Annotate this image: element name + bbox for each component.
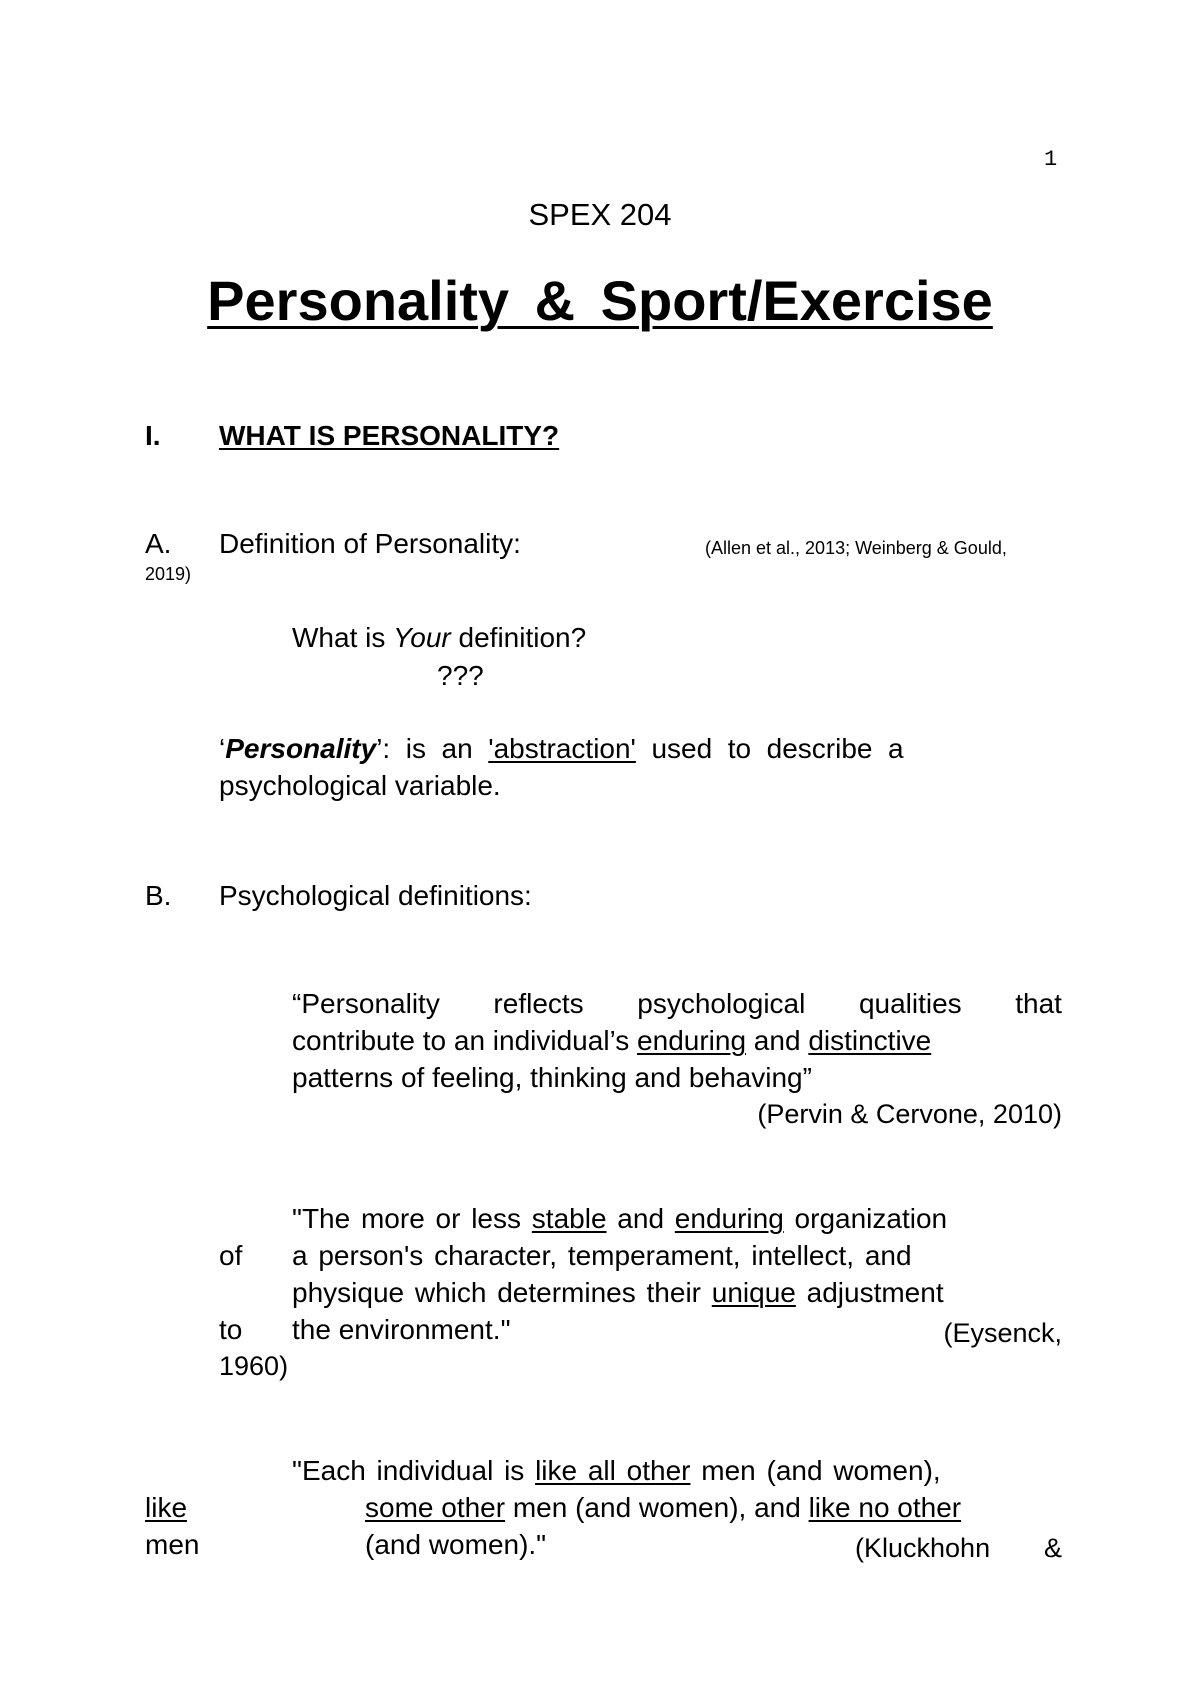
quote2-line2-lead: of (219, 1240, 243, 1271)
personality-term: Personality (225, 733, 377, 764)
course-code: SPEX 204 (528, 197, 672, 232)
quote2-citation-year: 1960) (219, 1351, 289, 1381)
quote2-citation: (Eysenck, (943, 1318, 1062, 1348)
quote3-line2: some other men (and women), and like no other (365, 1492, 962, 1523)
page-title (0, 268, 1200, 333)
quote2-line1: "The more or less stable and enduring organization (292, 1203, 948, 1234)
personality-definition-line1: ‘Personality’: is an 'abstraction' used to describe a (219, 733, 904, 764)
section-1-heading: WHAT IS PERSONALITY? (219, 420, 560, 451)
section-b-heading: Psychological definitions: (219, 880, 532, 911)
abstraction-term: 'abstraction' (488, 733, 636, 764)
your-definition-question: What is Your definition? (292, 622, 587, 653)
quote2-line4-lead: to (219, 1314, 243, 1345)
personality-definition-line2: psychological variable. (219, 770, 501, 801)
quote1-line1: “Personality reflects psychological qualities that (292, 988, 1062, 1019)
section-a-heading: Definition of Personality: (219, 528, 521, 559)
quote3-citation: (Kluckhohn (855, 1533, 991, 1563)
page-number: 1 (1044, 147, 1058, 172)
section-1-number: I. (145, 420, 161, 451)
quote2-line2: a person's character, temperament, intellect, and (292, 1240, 912, 1271)
section-a-citation: (Allen et al., 2013; Weinberg & Gould, (705, 538, 1007, 558)
section-a-letter: A. (145, 528, 172, 559)
section-a-citation-year: 2019) (145, 564, 192, 584)
quote2-line4: the environment." (292, 1314, 511, 1345)
quote3-line2-lead: like (145, 1492, 188, 1523)
quote1-line2: contribute to an individual’s enduring and distinctive (292, 1025, 932, 1056)
page-title-text: Personality & Sport/Exercise (207, 269, 993, 332)
quote3-line3-lead: men (145, 1529, 200, 1560)
quote3-citation-ampersand: & (1043, 1533, 1062, 1563)
section-b-letter: B. (145, 880, 172, 911)
quote1-citation: (Pervin & Cervone, 2010) (757, 1099, 1062, 1129)
quote2-line3: physique which determines their unique adjustment (292, 1277, 944, 1308)
quote3-line3: (and women)." (365, 1529, 547, 1560)
quote3-line1: "Each individual is like all other men (and women), (292, 1455, 941, 1486)
question-marks: ??? (437, 660, 484, 691)
quote1-line3: patterns of feeling, thinking and behaving” (292, 1062, 812, 1093)
